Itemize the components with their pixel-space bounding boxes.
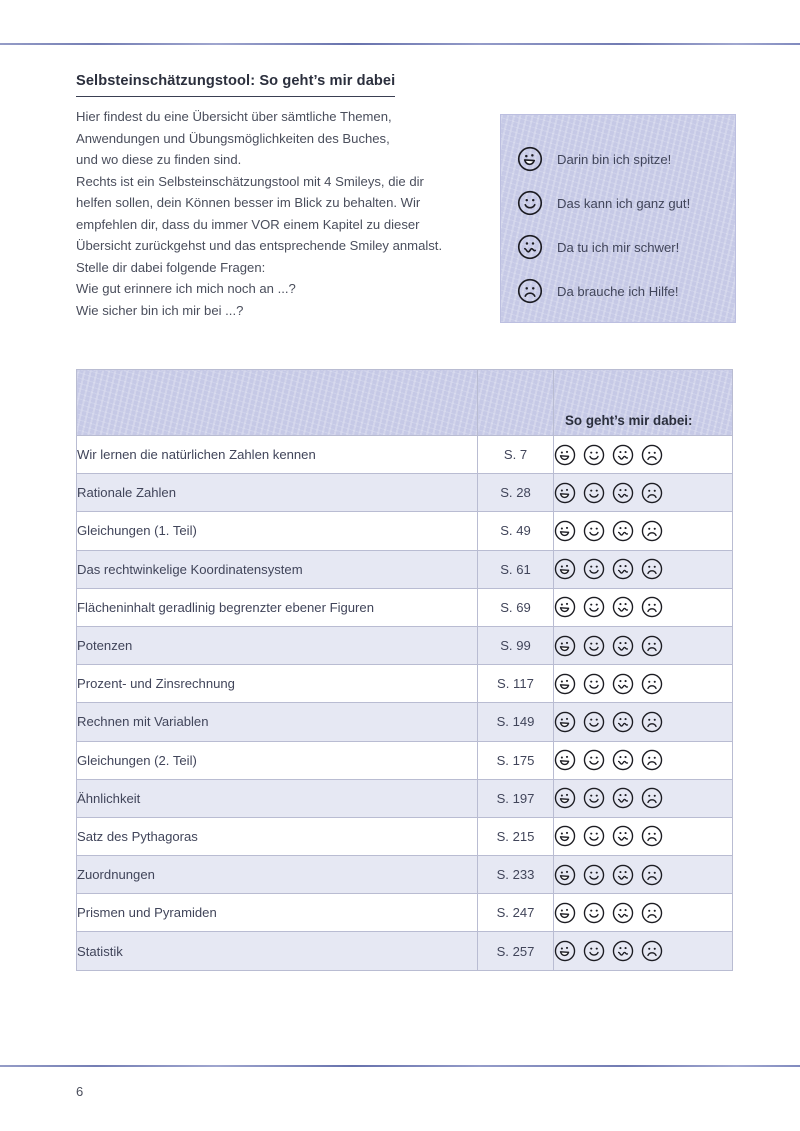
table-row xyxy=(77,474,733,512)
rating-smiley-group xyxy=(554,825,732,847)
intro-line: helfen sollen, dein Können besser im Blick zu behalten. Wir xyxy=(76,195,421,210)
table-row xyxy=(77,856,733,894)
rating-cell xyxy=(554,894,733,932)
page-reference-cell: S. 7 xyxy=(478,436,554,474)
page-reference-cell: S. 69 xyxy=(478,588,554,626)
smiley-smile-icon[interactable] xyxy=(583,825,605,847)
page-reference-cell: S. 117 xyxy=(478,665,554,703)
table-row xyxy=(77,512,733,550)
page-title-wrap xyxy=(76,72,448,97)
rating-smiley-group xyxy=(554,940,732,962)
rating-cell xyxy=(554,665,733,703)
rating-smiley-group xyxy=(554,635,732,657)
smiley-smile-icon[interactable] xyxy=(583,864,605,886)
smiley-frown-icon[interactable] xyxy=(641,825,663,847)
rating-cell xyxy=(554,550,733,588)
page-reference-cell: S. 49 xyxy=(478,512,554,550)
column-header-page xyxy=(478,370,554,436)
rating-cell xyxy=(554,588,733,626)
smiley-grin-icon[interactable] xyxy=(554,787,576,809)
smiley-grin-icon[interactable] xyxy=(554,711,576,733)
table-row xyxy=(77,626,733,664)
smiley-smile-icon[interactable] xyxy=(583,749,605,771)
smiley-wavy-icon[interactable] xyxy=(612,864,634,886)
intro-line: Hier findest du eine Übersicht über sämtliche Themen, xyxy=(76,109,392,124)
rating-cell xyxy=(554,932,733,970)
rating-cell xyxy=(554,512,733,550)
rating-smiley-group xyxy=(554,749,732,771)
table-row xyxy=(77,588,733,626)
rating-cell xyxy=(554,741,733,779)
rating-cell xyxy=(554,856,733,894)
smiley-frown-icon[interactable] xyxy=(641,864,663,886)
page-reference-cell: S. 247 xyxy=(478,894,554,932)
topic-cell: Rechnen mit Variablen xyxy=(77,703,478,741)
rating-smiley-group xyxy=(554,444,732,466)
smiley-smile-icon[interactable] xyxy=(583,902,605,924)
table-row xyxy=(77,436,733,474)
smiley-smile-icon[interactable] xyxy=(583,444,605,466)
smiley-frown-icon[interactable] xyxy=(641,520,663,542)
smiley-grin-icon[interactable] xyxy=(554,940,576,962)
smiley-smile-icon[interactable] xyxy=(583,673,605,695)
topic-cell: Ähnlichkeit xyxy=(77,779,478,817)
smiley-frown-icon[interactable] xyxy=(641,558,663,580)
rating-smiley-group xyxy=(554,902,732,924)
smiley-frown-icon[interactable] xyxy=(641,444,663,466)
smiley-wavy-icon[interactable] xyxy=(612,902,634,924)
smiley-frown-icon[interactable] xyxy=(641,482,663,504)
rating-cell xyxy=(554,703,733,741)
table-row xyxy=(77,741,733,779)
smiley-smile-icon[interactable] xyxy=(583,558,605,580)
smiley-wavy-icon[interactable] xyxy=(612,482,634,504)
smiley-grin-icon[interactable] xyxy=(554,902,576,924)
smiley-frown-icon[interactable] xyxy=(517,278,543,304)
smiley-grin-icon[interactable] xyxy=(554,825,576,847)
page-reference-cell: S. 215 xyxy=(478,817,554,855)
smiley-wavy-icon[interactable] xyxy=(612,444,634,466)
table-body xyxy=(77,436,733,971)
smiley-wavy-icon[interactable] xyxy=(612,635,634,657)
smiley-wavy-icon[interactable] xyxy=(612,596,634,618)
smiley-wavy-icon[interactable] xyxy=(612,558,634,580)
bottom-rule xyxy=(0,1065,800,1067)
page-reference-cell: S. 149 xyxy=(478,703,554,741)
legend-item xyxy=(517,137,735,181)
topic-cell: Das rechtwinkelige Koordinatensystem xyxy=(77,550,478,588)
column-header-topic xyxy=(77,370,478,436)
topic-cell: Zuordnungen xyxy=(77,856,478,894)
page-reference-cell: S. 257 xyxy=(478,932,554,970)
intro-line: Wie gut erinnere ich mich noch an ...? xyxy=(76,281,296,296)
table-head xyxy=(77,370,733,436)
smiley-smile-icon[interactable] xyxy=(517,190,543,216)
smiley-smile-icon[interactable] xyxy=(583,520,605,542)
rating-smiley-group xyxy=(554,482,732,504)
table-header-row xyxy=(77,370,733,436)
smiley-wavy-icon[interactable] xyxy=(612,673,634,695)
rating-smiley-group xyxy=(554,520,732,542)
smiley-smile-icon[interactable] xyxy=(583,940,605,962)
table-row xyxy=(77,779,733,817)
legend-item-label: Da brauche ich Hilfe! xyxy=(557,283,679,299)
table-row xyxy=(77,894,733,932)
legend-item xyxy=(517,181,735,225)
rating-cell xyxy=(554,436,733,474)
smiley-frown-icon[interactable] xyxy=(641,940,663,962)
rating-smiley-group xyxy=(554,864,732,886)
smiley-frown-icon[interactable] xyxy=(641,711,663,733)
topic-cell: Prismen und Pyramiden xyxy=(77,894,478,932)
topic-cell: Satz des Pythagoras xyxy=(77,817,478,855)
topic-cell: Rationale Zahlen xyxy=(77,474,478,512)
legend-item xyxy=(517,225,735,269)
smiley-smile-icon[interactable] xyxy=(583,787,605,809)
rating-cell xyxy=(554,779,733,817)
smiley-grin-icon[interactable] xyxy=(554,558,576,580)
rating-smiley-group xyxy=(554,558,732,580)
smiley-grin-icon[interactable] xyxy=(517,146,543,172)
topic-cell: Statistik xyxy=(77,932,478,970)
intro-line: Rechts ist ein Selbsteinschätzungstool mit 4 Smileys, die dir xyxy=(76,173,424,189)
smiley-frown-icon[interactable] xyxy=(641,749,663,771)
smiley-wavy-icon[interactable] xyxy=(612,749,634,771)
smiley-grin-icon[interactable] xyxy=(554,482,576,504)
smiley-wavy-icon[interactable] xyxy=(612,940,634,962)
page-title: Selbsteinschätzungstool: So geht’s mir dabei xyxy=(76,73,395,97)
page-reference-cell: S. 197 xyxy=(478,779,554,817)
legend-box xyxy=(500,114,736,323)
smiley-wavy-icon[interactable] xyxy=(612,520,634,542)
intro-line: Wie sicher bin ich mir bei ...? xyxy=(76,302,244,318)
rating-smiley-group xyxy=(554,596,732,618)
smiley-frown-icon[interactable] xyxy=(641,596,663,618)
smiley-frown-icon[interactable] xyxy=(641,635,663,657)
table-row xyxy=(77,550,733,588)
topic-cell: Wir lernen die natürlichen Zahlen kennen xyxy=(77,436,478,474)
rating-cell xyxy=(554,626,733,664)
smiley-grin-icon[interactable] xyxy=(554,635,576,657)
topic-cell: Gleichungen (1. Teil) xyxy=(77,512,478,550)
legend-item-label: Das kann ich ganz gut! xyxy=(557,195,691,211)
smiley-grin-icon[interactable] xyxy=(554,749,576,771)
smiley-grin-icon[interactable] xyxy=(554,673,576,695)
smiley-frown-icon[interactable] xyxy=(641,673,663,695)
intro-paragraph xyxy=(76,106,486,321)
rating-smiley-group xyxy=(554,711,732,733)
table-row xyxy=(77,703,733,741)
page-reference-cell: S. 28 xyxy=(478,474,554,512)
smiley-smile-icon[interactable] xyxy=(583,596,605,618)
column-header-rating: So geht’s mir dabei: xyxy=(554,370,733,436)
smiley-grin-icon[interactable] xyxy=(554,444,576,466)
legend-item-label: Darin bin ich spitze! xyxy=(557,151,672,167)
rating-cell xyxy=(554,474,733,512)
smiley-wavy-icon[interactable] xyxy=(612,825,634,847)
rating-smiley-group xyxy=(554,673,732,695)
intro-line: Übersicht zurückgehst und das entsprechende Smiley anmalst. xyxy=(76,238,443,253)
legend-item xyxy=(517,269,735,313)
rating-smiley-group xyxy=(554,787,732,809)
table-row xyxy=(77,665,733,703)
smiley-wavy-icon[interactable] xyxy=(612,787,634,809)
self-assessment-table-wrap xyxy=(76,369,732,971)
top-rule xyxy=(0,43,800,45)
smiley-frown-icon[interactable] xyxy=(641,787,663,809)
intro-line: und wo diese zu finden sind. xyxy=(76,152,242,167)
self-assessment-table xyxy=(76,369,733,971)
smiley-smile-icon[interactable] xyxy=(583,635,605,657)
table-row xyxy=(77,817,733,855)
table-row xyxy=(77,932,733,970)
legend-item-label: Da tu ich mir schwer! xyxy=(557,239,680,255)
smiley-wavy-icon[interactable] xyxy=(517,234,543,260)
smiley-wavy-icon[interactable] xyxy=(612,711,634,733)
smiley-grin-icon[interactable] xyxy=(554,864,576,886)
intro-line: Anwendungen und Übungsmöglichkeiten des Buches, xyxy=(76,130,390,146)
page-reference-cell: S. 61 xyxy=(478,550,554,588)
topic-cell: Potenzen xyxy=(77,626,478,664)
intro-line: empfehlen dir, dass du immer VOR einem Kapitel zu dieser xyxy=(76,216,420,232)
smiley-smile-icon[interactable] xyxy=(583,482,605,504)
topic-cell: Flächeninhalt geradlinig begrenzter ebener Figuren xyxy=(77,588,478,626)
smiley-smile-icon[interactable] xyxy=(583,711,605,733)
smiley-grin-icon[interactable] xyxy=(554,596,576,618)
page-reference-cell: S. 99 xyxy=(478,626,554,664)
page-number: 6 xyxy=(76,1084,84,1099)
topic-cell: Gleichungen (2. Teil) xyxy=(77,741,478,779)
page-reference-cell: S. 175 xyxy=(478,741,554,779)
intro-line: Stelle dir dabei folgende Fragen: xyxy=(76,259,266,275)
smiley-frown-icon[interactable] xyxy=(641,902,663,924)
rating-cell xyxy=(554,817,733,855)
page-reference-cell: S. 233 xyxy=(478,856,554,894)
smiley-grin-icon[interactable] xyxy=(554,520,576,542)
topic-cell: Prozent- und Zinsrechnung xyxy=(77,665,478,703)
